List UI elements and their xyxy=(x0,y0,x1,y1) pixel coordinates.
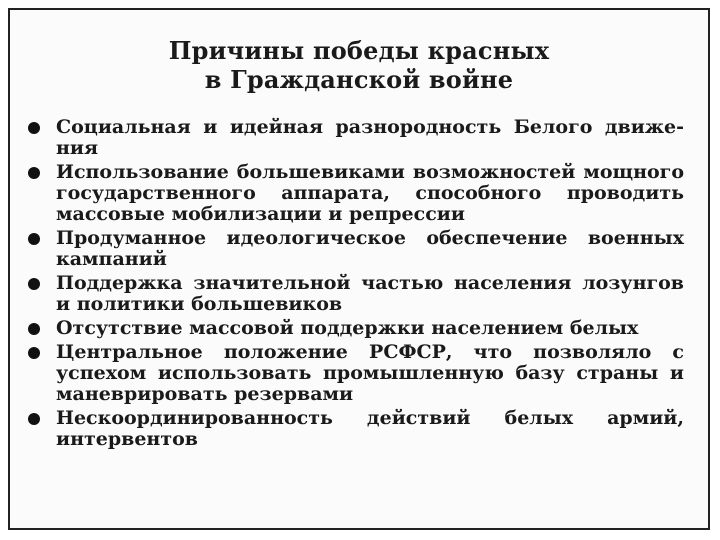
list-item xyxy=(24,342,684,405)
list-item-text: Социальная и идейная разнородность Белого движе-ния xyxy=(56,116,684,159)
slide-title xyxy=(10,36,708,94)
title-line: в Гражданской войне xyxy=(204,65,514,94)
list-item xyxy=(24,408,684,450)
list-item-text: Поддержка значительной частью населения лозунгов и политики большевиков xyxy=(56,272,684,315)
bullet-icon xyxy=(28,323,40,335)
reasons-list xyxy=(24,117,684,453)
bullet-icon xyxy=(28,122,40,134)
bullet-icon xyxy=(28,347,40,359)
list-item xyxy=(24,228,684,270)
list-item xyxy=(24,117,684,159)
list-item xyxy=(24,162,684,225)
bullet-icon xyxy=(28,233,40,245)
list-item-text: Продуманное идеологическое обеспечение военных кампаний xyxy=(56,227,684,270)
bullet-icon xyxy=(28,278,40,290)
list-item-text: Центральное положение РСФСР, что позволяло с успехом использовать промышленную базу страны и маневрировать резервами xyxy=(56,341,684,405)
slide-frame xyxy=(8,8,710,530)
bullet-icon xyxy=(28,413,40,425)
list-item xyxy=(24,273,684,315)
list-item-text: Отсутствие массовой поддержки населением белых xyxy=(56,317,639,339)
bullet-icon xyxy=(28,167,40,179)
list-item-text: Нескоординированность действий белых армий, интервентов xyxy=(56,407,684,450)
list-item xyxy=(24,318,684,339)
title-line: Причины победы красных xyxy=(168,36,550,65)
list-item-text: Использование большевиками возможностей мощного государственного аппарата, способного проводить массовые мобилизации и репрессии xyxy=(56,161,684,225)
